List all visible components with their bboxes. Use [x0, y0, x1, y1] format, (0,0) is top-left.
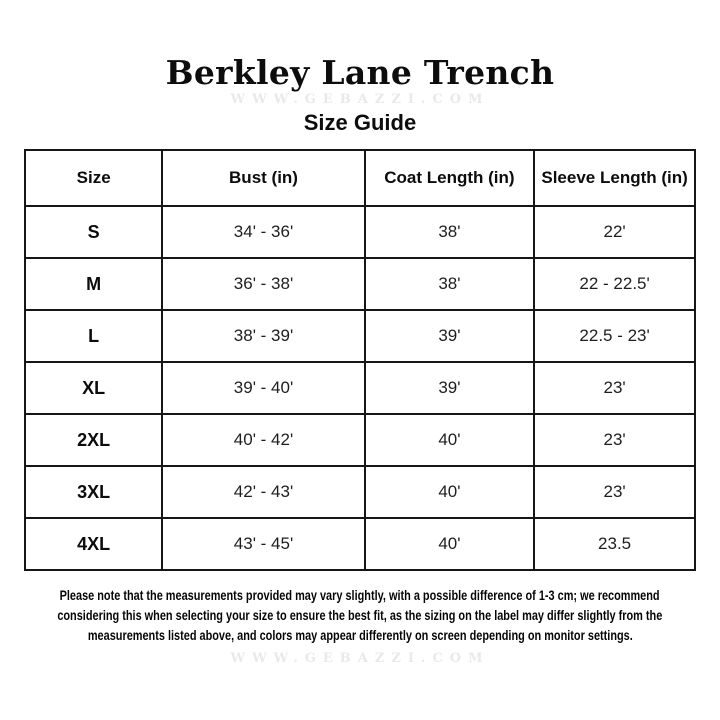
- size-table-body: [25, 206, 695, 570]
- watermark-top: WWW.GEBAZZI.COM: [230, 92, 490, 107]
- sleeve-length-cell: 23.5: [534, 518, 695, 570]
- sleeve-length-cell: 22 - 22.5': [534, 258, 695, 310]
- table-row: [25, 466, 695, 518]
- size-guide-table: [24, 149, 696, 571]
- bust-cell: 38' - 39': [162, 310, 364, 362]
- col-header-coat-length: Coat Length (in): [365, 150, 535, 206]
- coat-length-cell: 38': [365, 258, 535, 310]
- coat-length-cell: 39': [365, 362, 535, 414]
- table-row: [25, 310, 695, 362]
- page-title: Berkley Lane Trench: [165, 53, 555, 92]
- size-cell: 2XL: [25, 414, 162, 466]
- size-cell: 3XL: [25, 466, 162, 518]
- sleeve-length-cell: 23': [534, 466, 695, 518]
- table-row: [25, 362, 695, 414]
- page-subtitle: Size Guide: [303, 110, 417, 135]
- bust-cell: 43' - 45': [162, 518, 364, 570]
- size-cell: S: [25, 206, 162, 258]
- coat-length-cell: 38': [365, 206, 535, 258]
- sleeve-length-cell: 22': [534, 206, 695, 258]
- size-cell: 4XL: [25, 518, 162, 570]
- footer-note-line-3: measurements listed above, and colors may appear differently on screen depending on monitor settings.: [87, 627, 633, 643]
- table-row: [25, 518, 695, 570]
- sleeve-length-cell: 22.5 - 23': [534, 310, 695, 362]
- coat-length-cell: 40': [365, 466, 535, 518]
- coat-length-cell: 40': [365, 518, 535, 570]
- size-cell: XL: [25, 362, 162, 414]
- table-header-row: [25, 150, 695, 206]
- col-header-bust: Bust (in): [162, 150, 364, 206]
- bust-cell: 36' - 38': [162, 258, 364, 310]
- table-row: [25, 258, 695, 310]
- col-header-sleeve-length: Sleeve Length (in): [534, 150, 695, 206]
- col-header-size: Size: [25, 150, 162, 206]
- table-row: [25, 414, 695, 466]
- coat-length-cell: 40': [365, 414, 535, 466]
- coat-length-cell: 39': [365, 310, 535, 362]
- watermark-bottom: WWW.GEBAZZI.COM: [230, 651, 490, 666]
- size-cell: L: [25, 310, 162, 362]
- size-cell: M: [25, 258, 162, 310]
- sleeve-length-cell: 23': [534, 362, 695, 414]
- footer-note-line-2: considering this when selecting your size to ensure the best fit, as the sizing on the label may differ slightly from the: [57, 607, 663, 623]
- sleeve-length-cell: 23': [534, 414, 695, 466]
- bust-cell: 40' - 42': [162, 414, 364, 466]
- bust-cell: 42' - 43': [162, 466, 364, 518]
- bust-cell: 39' - 40': [162, 362, 364, 414]
- bust-cell: 34' - 36': [162, 206, 364, 258]
- table-row: [25, 206, 695, 258]
- footer-note-line-1: Please note that the measurements provided may vary slightly, with a possible difference of 1-3 cm; we recommend: [60, 587, 660, 603]
- footer-note: [0, 585, 720, 645]
